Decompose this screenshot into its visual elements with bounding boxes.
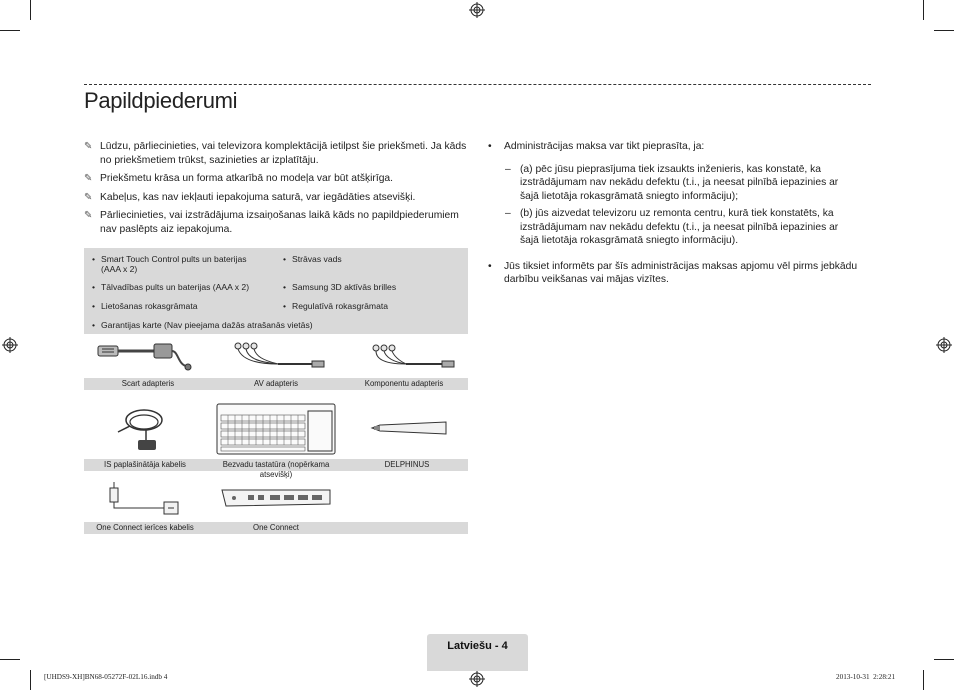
one-connect-box-image <box>218 486 334 510</box>
scart-adapter-image <box>96 340 196 376</box>
included-item <box>92 282 271 292</box>
header-rule <box>84 84 871 85</box>
included-item <box>283 282 452 292</box>
caption-ir-extender-cable: IS paplašinātāja kabelis <box>104 460 186 469</box>
av-adapter-image <box>228 340 328 376</box>
note-text: Pārliecinieties, vai izstrādājuma izsaiņošanas laikā kāds no papildpiederumiem nav paslēpts aiz iepakojuma. <box>100 210 459 235</box>
note-item <box>84 140 469 167</box>
delphinus-image <box>370 418 450 438</box>
note-text: Priekšmetu krāsa un forma atkarībā no modeļa var būt atšķirīga. <box>100 173 394 184</box>
included-item <box>92 320 401 330</box>
bullet-text: Jūs tiksiet informēts par šīs administrācijas maksas apjomu vēl pirms jebkādu darbību veikšanas vai mājas vizītes. <box>504 260 858 285</box>
print-slug-right: 2013-10-31 ︎ 2:28:21 <box>836 673 896 681</box>
caption-row <box>84 522 468 534</box>
sub-text: (a) pēc jūsu pieprasījuma tiek izsaukts inženieris, kas konstatē, ka izstrādājumam nav nekādu defektu (t.i., ja neesat pilnībā iepazinies ar šajā lietotāja rokasgrāmatā sniegto informāciju); <box>520 163 839 202</box>
item-text: Tālvadības pults un baterijas (AAA x 2) <box>101 282 250 292</box>
bullet: • <box>92 320 96 330</box>
bullet: • <box>488 141 492 152</box>
item-text: Samsung 3D aktīvās brilles <box>292 282 397 292</box>
bullet: • <box>92 282 96 292</box>
caption-component-adapter: Komponentu adapteris <box>364 379 444 388</box>
bullet: • <box>488 260 492 272</box>
bullet-text: Administrācijas maksa var tikt pieprasīta, ja: <box>504 141 705 152</box>
included-items-box <box>84 248 468 334</box>
wireless-keyboard-image <box>216 403 336 455</box>
page-title: Papildpiederumi <box>84 88 238 113</box>
item-text: Garantijas karte (Nav pieejama dažās atrašanās vietās) <box>101 320 313 330</box>
included-item <box>92 254 261 274</box>
note-text: Lūdzu, pārliecinieties, vai televizora komplektācijā ietilpst šie priekšmeti. Ja kāds no priekšmetiem trūkst, sazinieties ar izplatītāju. <box>100 141 467 166</box>
page-number-label: Latviešu - 4 <box>447 640 508 652</box>
caption-scart-adapter: Scart adapteris <box>121 379 175 388</box>
bullet-item <box>488 260 858 287</box>
bullet: • <box>283 301 287 311</box>
bullet-item <box>488 140 858 154</box>
caption-one-connect: One Connect <box>253 523 299 532</box>
sub-text: (b) jūs aizvedat televizoru uz remonta centru, kurā tiek konstatēts, ka izstrādājumam nav nekādu defektu (t.i., ja neesat pilnībā iepazinies ar šajā lietotāja rokasgrāmatā sniegto informāciju). <box>520 208 839 246</box>
crop-mark <box>30 0 31 20</box>
note-item <box>84 191 469 205</box>
bullet: • <box>92 254 96 264</box>
included-item <box>92 301 271 311</box>
item-text: Smart Touch Control pults un baterijas (AAA x 2) <box>101 254 247 274</box>
sub-item <box>488 163 858 204</box>
caption-delphinus: DELPHINUS <box>384 460 430 469</box>
caption-wireless-keyboard: Bezvadu tastatūra (nopērkama atsevišķi) <box>222 460 330 479</box>
sub-item <box>488 207 858 248</box>
bullet: • <box>283 282 287 292</box>
caption-one-connect-cable: One Connect ierīces kabelis <box>96 523 194 532</box>
print-slug-left: [UHDS9-XH]BN68-05272F-02L16.indb 4 <box>44 673 168 681</box>
note-text: Kabeļus, kas nav iekļauti iepakojuma saturā, var iegādāties atsevišķi. <box>100 191 416 203</box>
registration-mark-icon <box>936 337 952 353</box>
note-item <box>84 209 469 236</box>
bullet: • <box>92 301 96 311</box>
pencil-note-icon: ✎ <box>84 141 93 152</box>
ir-extender-cable-image <box>110 402 180 458</box>
crop-mark <box>30 670 31 690</box>
item-text: Regulatīvā rokasgrāmata <box>292 301 389 311</box>
component-adapter-image <box>362 340 462 376</box>
crop-mark <box>934 659 954 660</box>
one-connect-cable-image <box>104 480 184 520</box>
included-item <box>283 254 452 264</box>
dash: – <box>505 208 511 219</box>
item-text: Strāvas vads <box>292 254 342 264</box>
crop-mark <box>923 670 924 690</box>
crop-mark <box>0 30 20 31</box>
included-item <box>283 301 452 311</box>
item-text: Lietošanas rokasgrāmata <box>101 301 198 311</box>
pencil-note-icon: ✎ <box>84 210 93 221</box>
dash: – <box>505 163 511 175</box>
note-item <box>84 172 469 186</box>
registration-mark-icon <box>469 2 485 18</box>
caption-row <box>84 378 468 390</box>
registration-mark-icon <box>2 337 18 353</box>
crop-mark <box>934 30 954 31</box>
caption-row <box>84 459 468 479</box>
right-column <box>488 140 858 287</box>
crop-mark <box>923 0 924 20</box>
bullet: • <box>283 254 287 264</box>
pencil-note-icon: ✎ <box>84 173 93 184</box>
pencil-note-icon: ✎ <box>84 191 93 203</box>
caption-av-adapter: AV adapteris <box>253 379 299 388</box>
registration-mark-icon <box>469 671 485 687</box>
crop-mark <box>0 659 20 660</box>
notes-list <box>84 140 469 241</box>
